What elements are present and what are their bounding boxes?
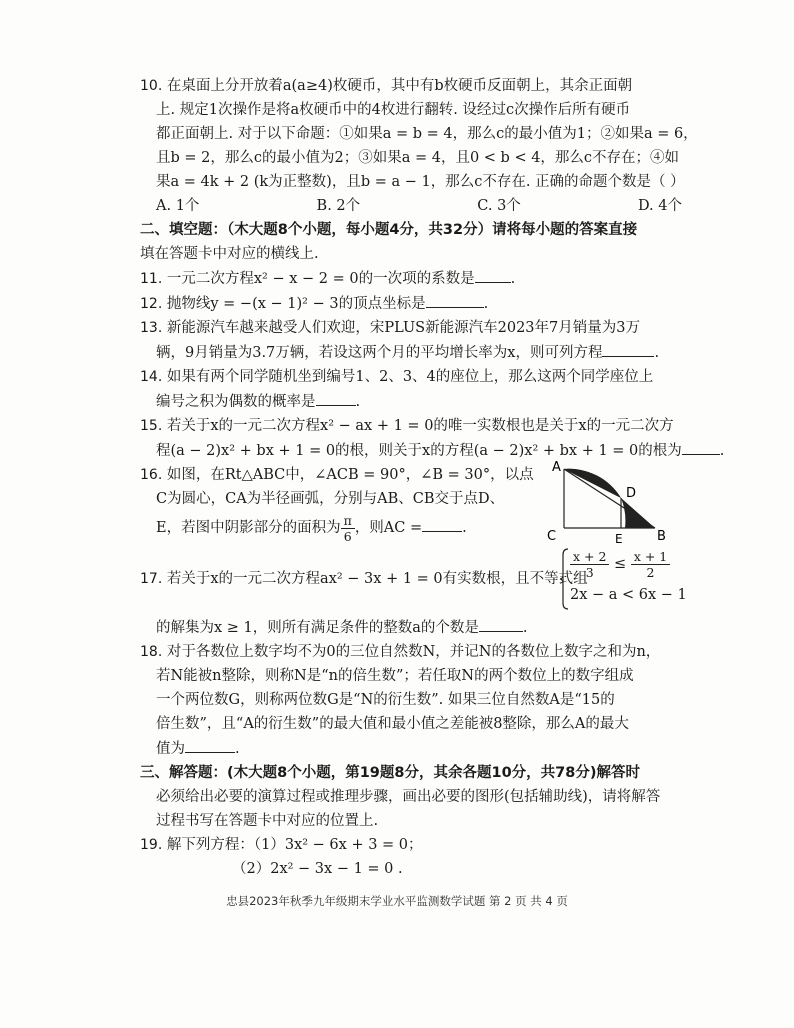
question-text: 如果有两个同学随机坐到编号1、2、3、4的座位上，那么这两个同学座位上: [166, 369, 654, 385]
question-10: [140, 74, 698, 218]
question-number: 13.: [140, 320, 163, 336]
question-text: 解下列方程：: [166, 837, 254, 853]
question-text: 倍生数”，且“A的衍生数”的最大值和最小值之差能被8整除，那么A的最大: [156, 716, 629, 732]
answer-blank[interactable]: [185, 736, 235, 753]
question-text: ，则AC =: [354, 520, 423, 536]
answer-blank[interactable]: [602, 340, 654, 357]
fraction: $\frac{\pi}{6}$: [341, 513, 355, 544]
question-text: 编号之积为偶数的概率是: [156, 394, 316, 410]
choice-d: D. 4个: [637, 198, 682, 214]
question-number: 18.: [140, 644, 163, 660]
shaded-segment: [564, 469, 621, 498]
question-15: 15. 若关于x的一元二次方程x² − ax + 1 = 0的唯一实数根也是关于x的一元二次方 程(a − 2)x² + bx + 1 = 0的根，则关于x的方程(a − 2)x² + bx + 1 = 0的根为 .: [140, 418, 725, 459]
question-number: 14.: [140, 369, 163, 385]
question-12: 12. 抛物线y = −(x − 1)² − 3的顶点坐标是 .: [140, 291, 698, 316]
question-19: [140, 833, 698, 881]
question-text: 都正面朝上. 对于以下命题：①如果a = b = 4，那么c的最小值为1；②如果a = 6，: [156, 126, 698, 142]
inequality-line-2: 2x − a < 6x − 1: [570, 587, 687, 603]
question-text: 抛物线y = −(x − 1)² − 3的顶点坐标是: [166, 296, 426, 312]
question-text: E，若图中阴影部分的面积为: [156, 520, 341, 536]
label-e: E: [615, 532, 623, 545]
answer-blank[interactable]: [316, 389, 356, 406]
triangle-figure: [545, 459, 670, 545]
answer-blank[interactable]: [682, 438, 720, 455]
label-c: C: [547, 529, 557, 544]
brace: [560, 547, 570, 611]
question-text: 若关于x的一元二次方程x² − ax + 1 = 0的唯一实数根也是关于x的一元二次方: [166, 418, 674, 434]
equation-1: （1）3x² − 6x + 3 = 0；: [253, 837, 423, 853]
question-text: 值为: [156, 741, 185, 757]
inequality-system: $\frac{x + 2}{3}$ ≤ $\frac{x + 1}{2}$ 2x − a < 6x − 1: [570, 547, 687, 609]
fraction: $\frac{x + 2}{3}$: [570, 549, 609, 580]
question-text: 且b = 2，那么c的最小值为2；③如果a = 4，且0 < b < 4，那么c不存在；④如: [156, 150, 680, 166]
question-17-continued: 的解集为x ≥ 1，则所有满足条件的整数a的个数是 .: [140, 615, 698, 640]
label-b: B: [657, 529, 666, 544]
question-number: 12.: [140, 296, 163, 312]
label-d: D: [626, 486, 637, 501]
question-text: 程(a − 2)x² + bx + 1 = 0的根，则关于x的方程(a − 2)x² + bx + 1 = 0的根为: [156, 443, 682, 459]
choice-a: A. 1个: [156, 198, 200, 214]
side-ab: [564, 469, 655, 528]
question-number: 19.: [140, 837, 163, 853]
fraction: $\frac{x + 1}{2}$: [631, 549, 670, 580]
question-text: 的解集为x ≥ 1，则所有满足条件的整数a的个数是: [156, 620, 479, 636]
question-text: 果a = 4k + 2 (k为正整数)，且b = a − 1，那么c不存在. 正确的命题个数是（ ）: [156, 174, 685, 190]
question-text: 一元二次方程x² − x − 2 = 0的一次项的系数是: [166, 271, 475, 287]
page-footer: 忠县2023年秋季九年级期末学业水平监测数学试题 第 2 页 共 4 页: [226, 894, 568, 908]
question-text: 若关于x的一元二次方程ax² − 3x + 1 = 0有实数根，且不等式组: [166, 571, 588, 587]
answer-blank[interactable]: [426, 291, 484, 308]
answer-blank[interactable]: [475, 266, 511, 283]
question-text: 上. 规定1次操作是将a枚硬币中的4枚进行翻转. 设经过c次操作后所有硬币: [156, 102, 631, 118]
answer-blank[interactable]: [479, 615, 523, 632]
question-text: 在桌面上分开放着a(a≥4)枚硬币，其中有b枚硬币反面朝上，其余正面朝: [166, 78, 633, 94]
section-3-heading: 三、解答题：(木大题8个小题，第19题8分，其余各题10分，共78分)解答时 必须给出必要的演算过程或推理步骤，画出必要的图形(包括辅助线)，请将解答 过程书写在答题卡中对应的位置上.: [140, 765, 661, 829]
equation-2: （2）2x² − 3x − 1 = 0 .: [232, 861, 403, 877]
question-number: 16.: [140, 467, 163, 483]
question-text: 新能源汽车越来越受人们欢迎，宋PLUS新能源汽车2023年7月销量为3万: [166, 320, 640, 336]
question-number: 11.: [140, 271, 163, 287]
question-text: 辆，9月销量为3.7万辆，若设这两个月的平均增长率为x，则可列方程: [156, 345, 603, 361]
question-17: [140, 547, 698, 615]
question-13: 13. 新能源汽车越来越受人们欢迎，宋PLUS新能源汽车2023年7月销量为3万 辆，9月销量为3.7万辆，若设这两个月的平均增长率为x，则可列方程 .: [140, 320, 660, 361]
question-text: C为圆心，CA为半径画弧，分别与AB、CB交于点D、: [156, 491, 505, 507]
answer-choices: [140, 194, 698, 218]
question-14: 14. 如果有两个同学随机坐到编号1、2、3、4的座位上，那么这两个同学座位上 编号之积为偶数的概率是 .: [140, 369, 654, 410]
question-text: 一个两位数G，则称两位数G是“N的衍生数”. 如果三位自然数A是“15的: [156, 692, 615, 708]
question-18: 18. 对于各数位上数字均不为0的三位自然数N，并记N的各数位上数字之和为n， 若N能被n整除，则称N是“n的倍生数”；若任取N的两个数位上的数字组成 一个两位数G，则称两位数G是“N的衍生数”. 如果三位自然数A是“15的 倍生数”，且“A的衍生数”的最大值和最小值之差能被8整除，那么A的最大 值为 .: [140, 640, 698, 761]
question-16: 16. 如图，在Rt△ABC中，∠ACB = 90°，∠B = 30°，以点 C为圆心，CA为半径画弧，分别与AB、CB交于点D、 E，若图中阴影部分的面积为 $\frac{\pi}{6}$ ，则AC = . A B C D E: [140, 463, 698, 547]
question-number: 17.: [140, 571, 163, 587]
question-text: 对于各数位上数字均不为0的三位自然数N，并记N的各数位上数字之和为n，: [166, 644, 661, 660]
label-a: A: [552, 460, 561, 475]
choice-b: B. 2个: [316, 198, 361, 214]
question-text: 如图，在Rt△ABC中，∠ACB = 90°，∠B = 30°，以点: [166, 467, 534, 483]
question-11: 11. 一元二次方程x² − x − 2 = 0的一次项的系数是 .: [140, 266, 698, 291]
section-2-heading: 二、填空题：（木大题8个小题，每小题4分，共32分）请将每小题的答案直接 填在答题卡中对应的横线上.: [140, 222, 638, 262]
question-number: 15.: [140, 418, 163, 434]
answer-blank[interactable]: [422, 515, 462, 532]
question-number: 10.: [140, 78, 163, 94]
choice-c: C. 3个: [477, 198, 521, 214]
question-text: 若N能被n整除，则称N是“n的倍生数”；若任取N的两个数位上的数字组成: [156, 668, 634, 684]
